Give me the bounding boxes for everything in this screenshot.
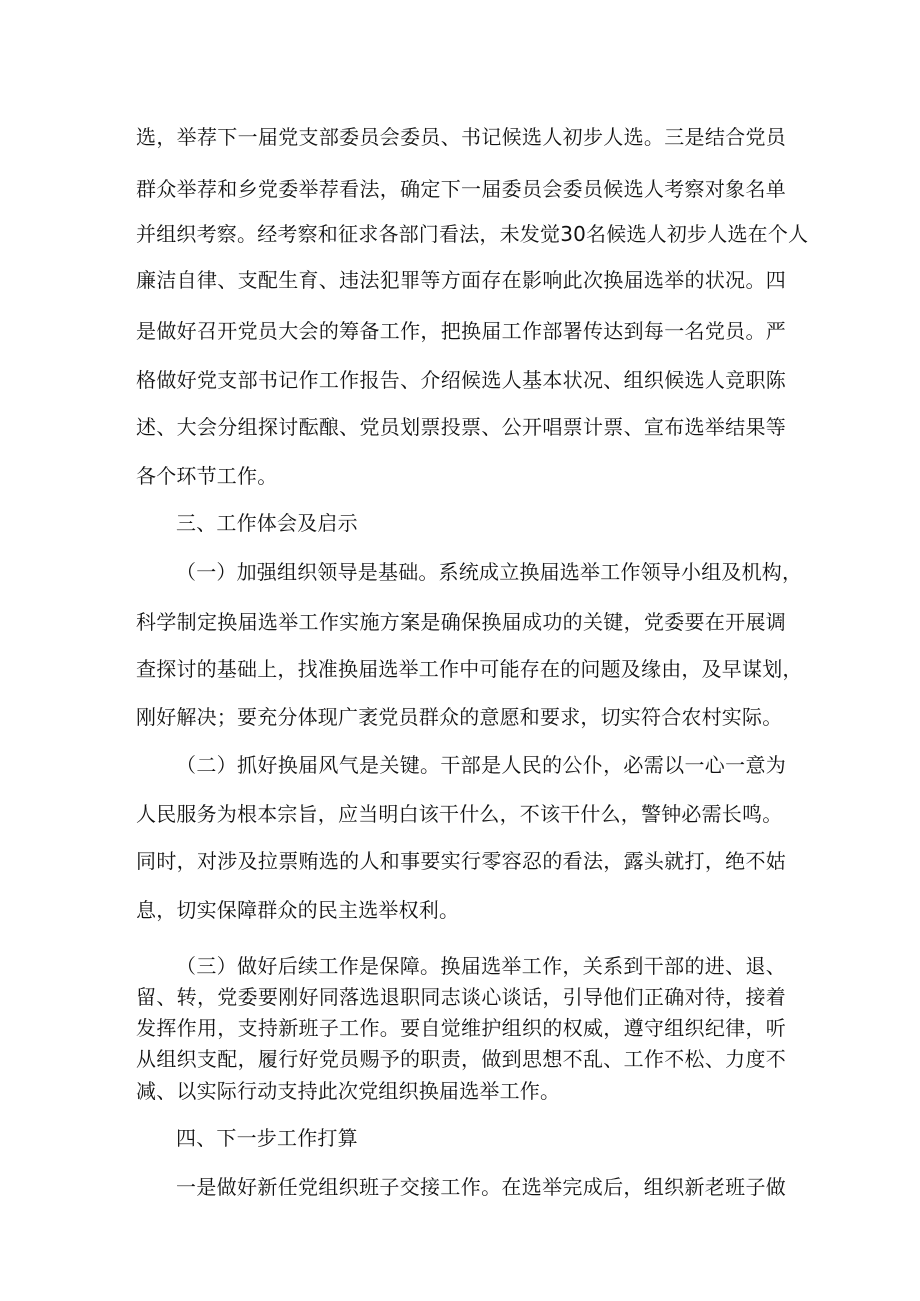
text-line: 是做好召开党员大会的筹备工作，把换届工作部署传达到每一名党员。严: [136, 319, 786, 343]
text-line: 发挥作用，支持新班子工作。要自觉维护组织的权威，遵守组织纪律，听: [136, 1016, 786, 1040]
text-line: 科学制定换届选举工作实施方案是确保换届成功的关键，党委要在开展调: [136, 610, 786, 634]
paragraph-first-line: （一）加强组织领导是基础。系统成立换届选举工作领导小组及机构，: [176, 560, 803, 584]
text-line: 群众举荐和乡党委举荐看法，确定下一届委员会委员候选人考察对象名单: [136, 177, 786, 201]
text-line: 并组织考察。经考察和征求各部门看法，未发觉30名候选人初步人选在个人: [136, 222, 809, 246]
text-line: 选，举荐下一届党支部委员会委员、书记候选人初步人选。三是结合党员: [136, 125, 786, 149]
paragraph-first-line: （二）抓好换届风气是关键。干部是人民的公仆，必需以一心一意为: [176, 753, 786, 777]
text-line: 格做好党支部书记作工作报告、介绍候选人基本状况、组织候选人竞职陈: [136, 368, 786, 392]
section-heading: 四、下一步工作打算: [176, 1126, 358, 1150]
text-line: 廉洁自律、支配生育、违法犯罪等方面存在影响此次换届选举的状况。四: [136, 268, 786, 292]
text-line: 从组织支配，履行好党员赐予的职责，做到思想不乱、工作不松、力度不: [136, 1047, 786, 1071]
text-line: 刚好解决；要充分体现广袤党员群众的意愿和要求，切实符合农村实际。: [136, 705, 783, 729]
text-line: 同时，对涉及拉票贿选的人和事要实行零容忍的看法，露头就打，绝不姑: [136, 849, 786, 873]
text-line: 人民服务为根本宗旨，应当明白该干什么，不该干什么，警钟必需长鸣。: [136, 802, 783, 826]
text-line: 查探讨的基础上，找准换届选举工作中可能存在的问题及缘由，及早谋划，: [136, 657, 803, 681]
text-line: 减、以实际行动支持此次党组织换届选举工作。: [136, 1079, 561, 1103]
text-line: 留、转，党委要刚好同落选退职同志谈心谈话，引导他们正确对待，接着: [136, 985, 786, 1009]
text-line: 息，切实保障群众的民主选举权利。: [136, 898, 460, 922]
paragraph-first-line: 一是做好新任党组织班子交接工作。在选举完成后，组织新老班子做: [176, 1175, 786, 1199]
text-line: 各个环节工作。: [136, 464, 278, 488]
text-line: 述、大会分组探讨酝酿、党员划票投票、公开唱票计票、宣布选举结果等: [136, 415, 786, 439]
section-heading: 三、工作体会及启示: [176, 511, 358, 535]
paragraph-first-line: （三）做好后续工作是保障。换届选举工作，关系到干部的进、退、: [176, 954, 786, 978]
